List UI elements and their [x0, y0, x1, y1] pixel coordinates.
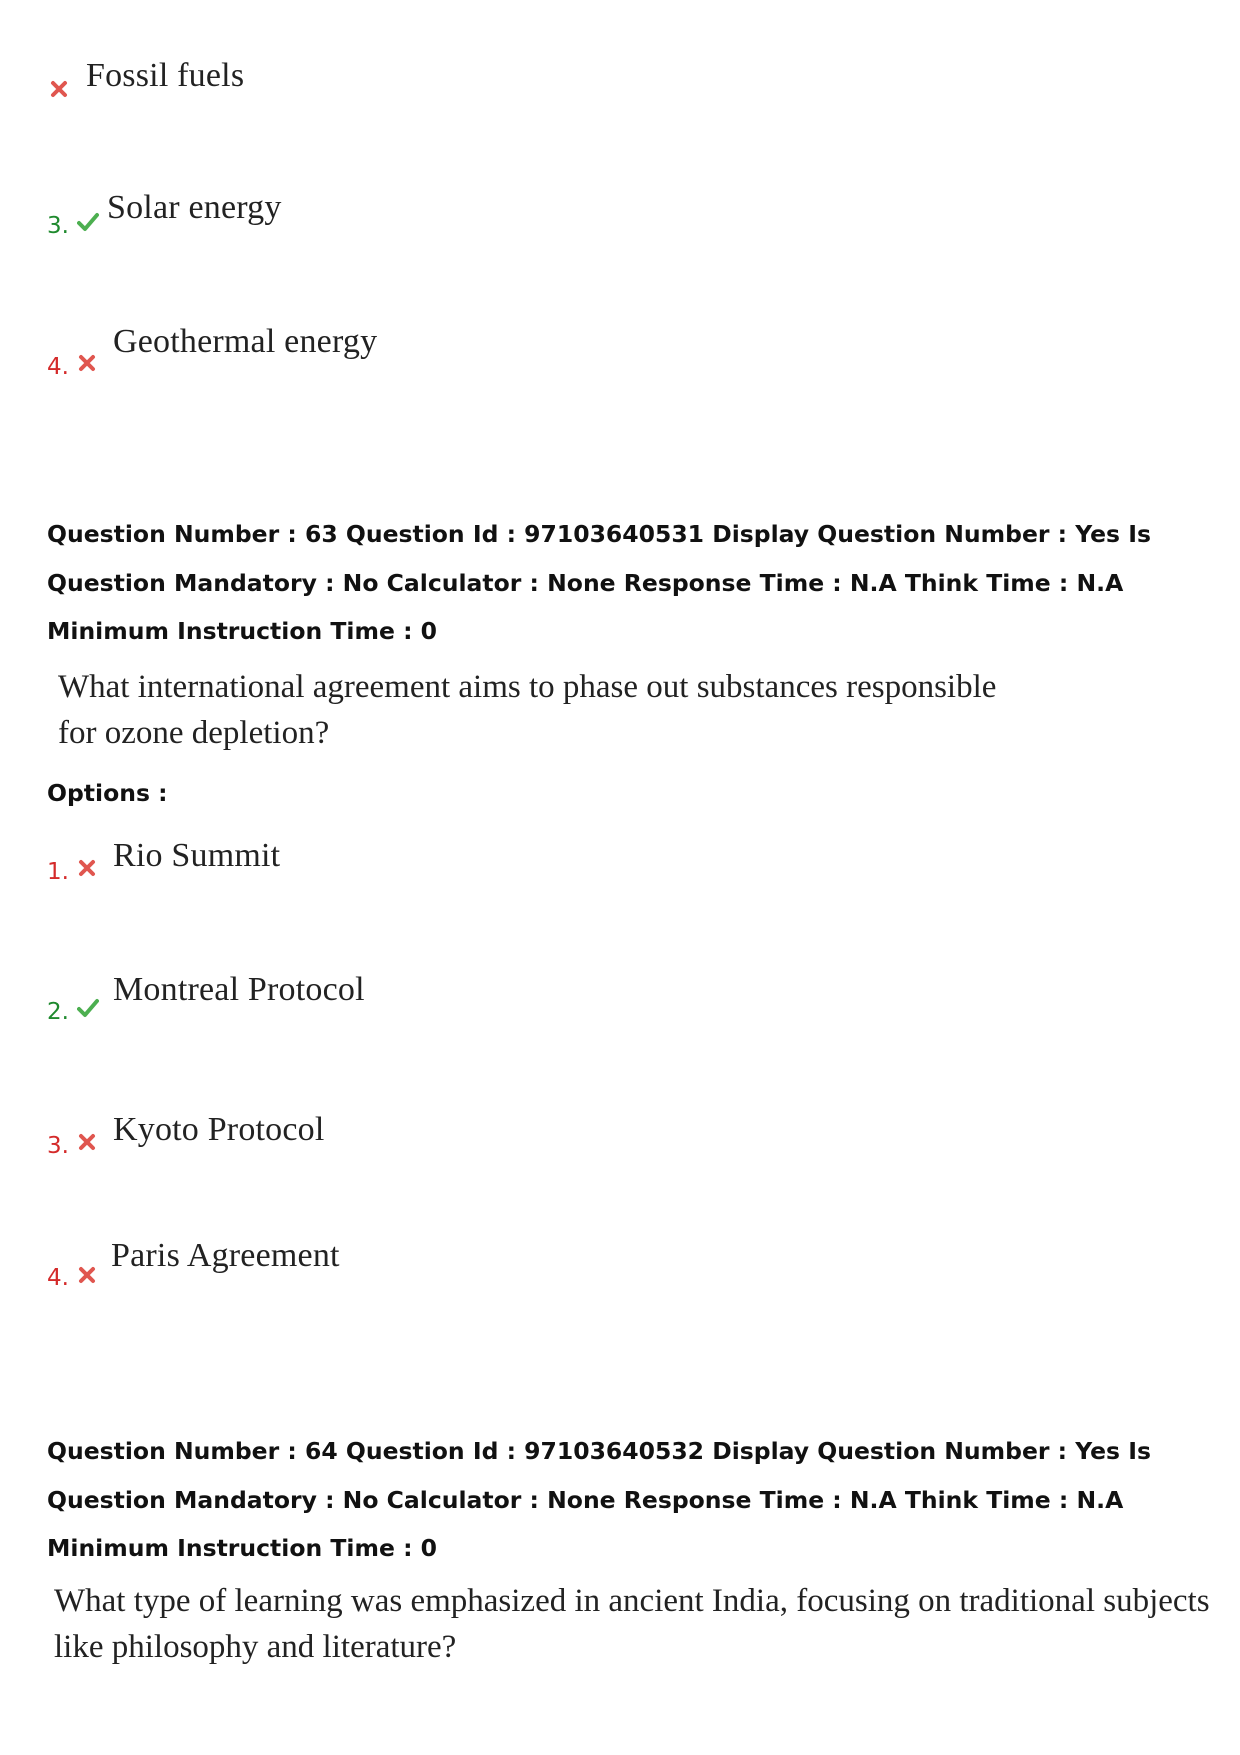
option-text: Fossil fuels [86, 57, 245, 94]
cross-icon [50, 80, 68, 98]
option-text: Montreal Protocol [113, 971, 365, 1008]
question-line: What type of learning was emphasized in ancient India, focusing on traditional subjects [54, 1583, 1210, 1619]
options-label: Options : [47, 779, 168, 807]
option-text: Paris Agreement [111, 1237, 340, 1274]
option-text: Kyoto Protocol [113, 1111, 325, 1148]
cross-icon [78, 354, 96, 372]
option-number: 1. [47, 859, 69, 885]
question-text [58, 664, 996, 756]
question-line: like philosophy and literature? [54, 1629, 457, 1665]
cross-icon [78, 1266, 96, 1284]
option-number: 3. [47, 1133, 69, 1159]
check-icon [77, 998, 99, 1018]
option-text: Solar energy [107, 189, 282, 226]
question-line: What international agreement aims to phase out substances responsible [58, 669, 997, 705]
option-text: Rio Summit [113, 837, 281, 874]
question-metadata: Question Number : 63 Question Id : 97103640531 Display Question Number : Yes Is Question Mandatory : No Calculator : None Response Time : N.A Think Time : N.A Minimum Instruction Time : 0 [47, 520, 1151, 645]
cross-icon [78, 1133, 96, 1151]
option-number: 4. [47, 354, 69, 380]
check-icon [77, 212, 99, 232]
question-text [54, 1578, 1210, 1670]
question-line: for ozone depletion? [58, 715, 330, 751]
option-number: 2. [47, 999, 69, 1025]
option-number: 4. [47, 1265, 69, 1291]
option-text: Geothermal energy [113, 323, 378, 360]
question-metadata: Question Number : 64 Question Id : 97103640532 Display Question Number : Yes Is Question Mandatory : No Calculator : None Response Time : N.A Think Time : N.A Minimum Instruction Time : 0 [47, 1437, 1151, 1562]
cross-icon [78, 859, 96, 877]
option-number: 3. [47, 213, 69, 239]
